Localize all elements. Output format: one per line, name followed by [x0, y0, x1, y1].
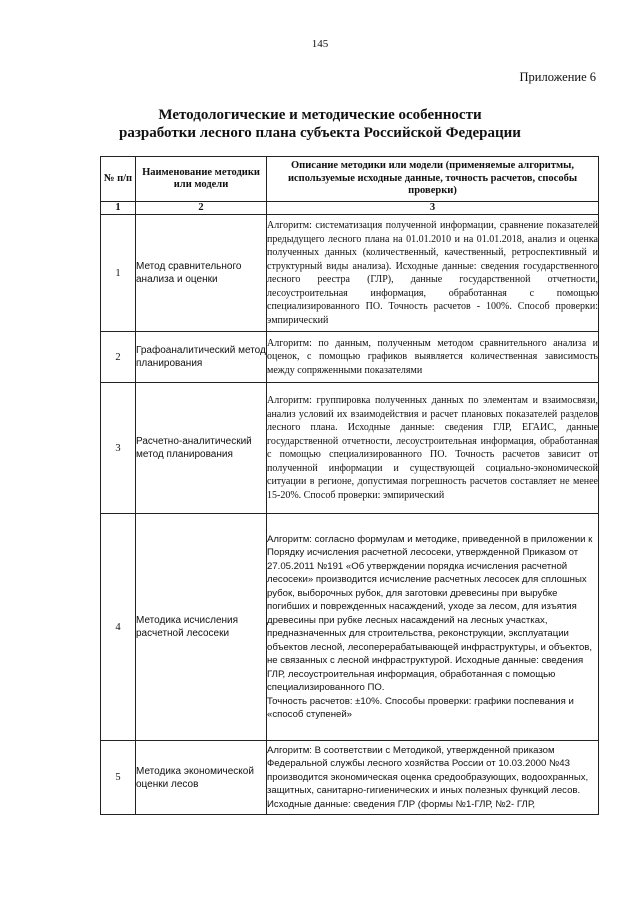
method-name: Расчетно-аналитический метод планирования: [136, 383, 267, 514]
table-row: [101, 215, 599, 332]
row-number: 2: [101, 332, 136, 383]
method-description: [267, 514, 599, 741]
method-description: Алгоритм: группировка полученных данных по элементам и взаимосвязи, анализ условий их взаимодействия и расчет плановых показателей разделов лесного плана. Исходные данные: сведения ГЛР, ЕГАИС, данные государственной отчетности, лесоустроительная информация, обработанная с помощью специализированного ПО. Точность расчетов зависит от полученной информации и существующей социально-экономической ситуации в регионе, допустимая погрешность расчетов составляет не менее 15-20%. Способ проверки: эмпирический: [267, 383, 599, 514]
method-name: Метод сравнительного анализа и оценки: [136, 215, 267, 332]
title-line-1: Методологические и методические особенности: [158, 107, 482, 123]
method-description: [267, 741, 599, 815]
description-main: Алгоритм: согласно формулам и методике, приведенной в приложении к Порядку исчисления расчетной лесосеки, утвержденной Приказом от 27.05.2011 №191 «Об утверждении порядка исчисления расчетной лесосеки» производится исчисление расчетных лесосек для сплошных рубок, выборочных рубок, для заготовки древесины при вырубке погибших и поврежденных насаждений, уходе за лесом, для изъятия древесины при рубке лесных насаждений на лесных участках, предназначенных для строительства, реконструкции, эксплуатации объектов лесной, лесоперерабатывающей инфраструктуры, и объектов, не связанных с лесной инфраструктурой. Исходные данные: сведения ГЛР, лесоустроительная информация, обработанная с помощью специализированного ПО.: [267, 533, 593, 693]
index-cell: 3: [267, 202, 599, 215]
table-index-row: [101, 202, 599, 215]
table-row: [101, 332, 599, 383]
index-cell: 2: [136, 202, 267, 215]
header-num: № п/п: [101, 157, 136, 202]
header-desc: Описание методики или модели (применяемые алгоритмы, используемые исходные данные, точность расчетов, способы проверки): [267, 157, 599, 202]
row-number: 3: [101, 383, 136, 514]
header-name: Наименование методики или модели: [136, 157, 267, 202]
document-title: [0, 106, 640, 142]
method-name: Методика исчисления расчетной лесосеки: [136, 514, 267, 741]
method-name: Графоаналитический метод планирования: [136, 332, 267, 383]
methods-table: [100, 156, 599, 815]
row-number: 4: [101, 514, 136, 741]
appendix-label: Приложение 6: [519, 70, 596, 84]
description-source-data: Исходные данные: сведения ГЛР (формы №1-ГЛР, №2- ГЛР,: [267, 798, 536, 810]
table-header-row: [101, 157, 599, 202]
method-description: Алгоритм: по данным, полученным методом сравнительного анализа и оценок, с помощью графиков выявляется количественная зависимость между сопряженными показателями: [267, 332, 599, 383]
index-cell: 1: [101, 202, 136, 215]
page-number: 145: [311, 38, 329, 50]
table-row: [101, 741, 599, 815]
title-line-2: разработки лесного плана субъекта Российской Федерации: [119, 125, 521, 141]
description-accuracy: Точность расчетов: ±10%. Способы проверки: графики поспевания и «способ ступеней»: [267, 695, 574, 720]
row-number: 1: [101, 215, 136, 332]
method-name: Методика экономической оценки лесов: [136, 741, 267, 815]
description-main: Алгоритм: В соответствии с Методикой, утвержденной приказом Федеральной службы лесного хозяйства России от 10.03.2000 №43 производится экономическая оценка средообразующих, водоохранных, защитных, санитарно-гигиенических и иных полезных функций лесов.: [267, 744, 589, 797]
row-number: 5: [101, 741, 136, 815]
table-row: [101, 383, 599, 514]
table-row: [101, 514, 599, 741]
method-description: Алгоритм: систематизация полученной информации, сравнение показателей предыдущего лесного плана на 01.01.2010 и на 01.01.2018, анализ и оценка полученных данных (количественный, качественный, ретроспективный и структурный виды анализа). Исходные данные: сведения государственного лесного реестра (ГЛР), данные государственной отчетности, лесоустроительная информация, обработанная с помощью специализированного ПО. Точность расчетов - 100%. Способ проверки: эмпирический: [267, 215, 599, 332]
